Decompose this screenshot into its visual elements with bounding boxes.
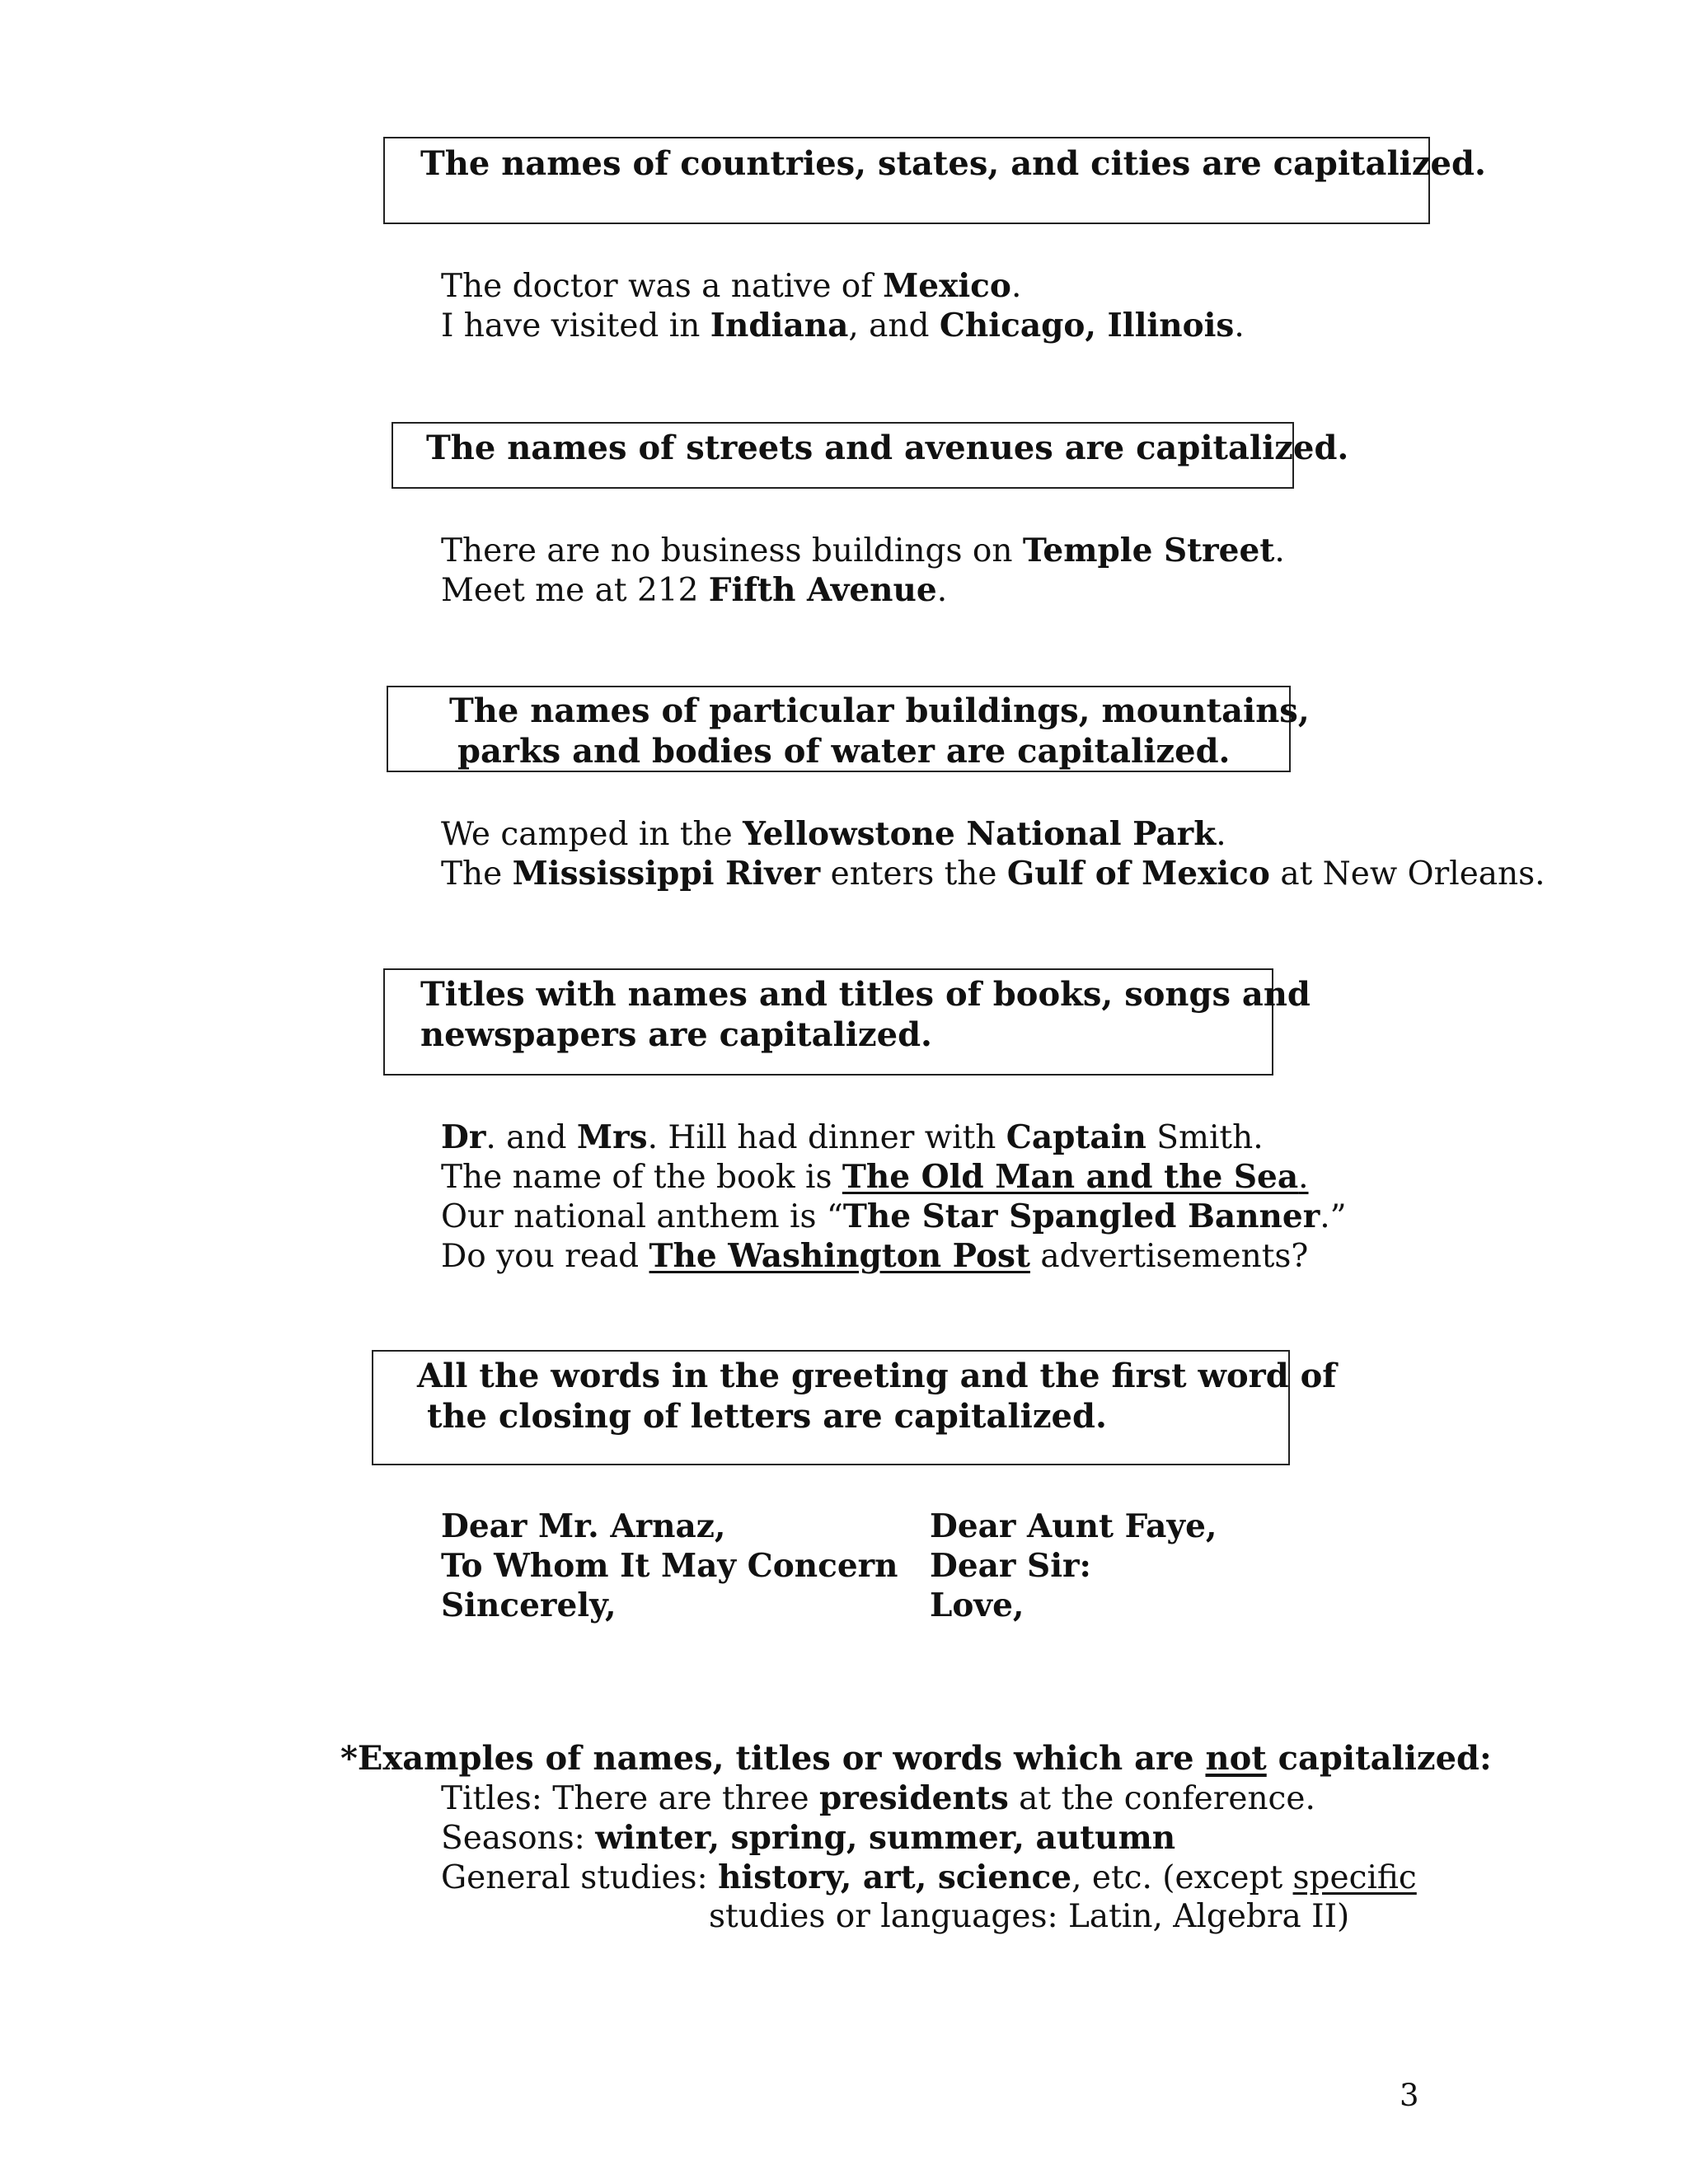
example-4-1 (441, 1118, 1264, 1158)
text-segment: The (441, 855, 513, 893)
example-4-4 (441, 1236, 1308, 1277)
text-segment: . (1234, 307, 1245, 344)
not-capitalized-line-4 (709, 1897, 1349, 1937)
text-segment: Smith. (1146, 1119, 1264, 1156)
text-segment: . and (485, 1119, 577, 1156)
text-segment: . (1298, 1159, 1309, 1196)
text-segment: enters the (820, 855, 1007, 893)
text-segment: General studies: (441, 1859, 719, 1896)
text-segment: Chicago, Illinois (939, 307, 1235, 344)
text-segment: Meet me at 212 (441, 572, 709, 609)
text-segment: Mrs (576, 1118, 648, 1156)
not-capitalized-line-2 (441, 1818, 1175, 1858)
text-segment: at the conference. (1008, 1780, 1315, 1817)
text-segment: , and (848, 307, 940, 344)
text-segment: The name of the book is (441, 1159, 842, 1196)
text-segment: I have visited in (441, 307, 710, 344)
text-segment: There are no business buildings on (441, 532, 1023, 569)
text-segment: studies or languages: Latin, Algebra II) (709, 1898, 1350, 1935)
letter-example-left-2: To Whom It May Concern (441, 1547, 898, 1585)
text-segment: Captain (1006, 1118, 1146, 1156)
text-segment: Temple Street (1022, 532, 1275, 569)
letter-example-right-1: Dear Aunt Faye, (930, 1507, 1217, 1545)
rule-2-line-1: The names of streets and avenues are capitalized. (426, 429, 1349, 467)
text-segment: Seasons: (441, 1820, 596, 1857)
text-segment: Gulf of Mexico (1006, 855, 1270, 893)
text-segment: Titles: There are three (441, 1780, 819, 1817)
text-segment: Mississippi River (512, 855, 821, 893)
text-segment: , etc. (except (1071, 1859, 1293, 1896)
text-segment: capitalized: (1266, 1739, 1492, 1778)
example-1-1 (441, 266, 1021, 307)
page-number: 3 (1400, 2078, 1419, 2113)
text-segment: . (1216, 816, 1226, 853)
text-segment: specific (1292, 1859, 1417, 1896)
text-segment: The Star Spangled Banner (842, 1197, 1320, 1235)
text-segment: . (1010, 268, 1022, 305)
text-segment: Indiana (710, 307, 849, 344)
rule-3-line-1: The names of particular buildings, mountains, (449, 691, 1310, 730)
text-segment: The Old Man and the Sea (842, 1158, 1299, 1196)
letter-example-right-3: Love, (930, 1586, 1025, 1624)
text-segment: Yellowstone National Park (743, 815, 1217, 853)
example-4-3 (441, 1197, 1347, 1237)
text-segment: Dr (441, 1118, 486, 1156)
rule-1-line-1: The names of countries, states, and cities are capitalized. (420, 144, 1486, 183)
text-segment: . (936, 572, 948, 609)
text-segment: Do you read (441, 1238, 649, 1275)
text-segment: not (1205, 1739, 1267, 1778)
not-capitalized-line-1 (441, 1779, 1315, 1819)
text-segment: *Examples of names, titles or words which are (340, 1739, 1206, 1778)
not-capitalized-line-3 (441, 1858, 1417, 1898)
example-2-1 (441, 531, 1285, 571)
text-segment: Mexico (883, 267, 1011, 305)
text-segment: The Washington Post (649, 1237, 1030, 1275)
example-3-1 (441, 814, 1226, 855)
rule-5-line-2: the closing of letters are capitalized. (427, 1397, 1107, 1436)
text-segment: Fifth Avenue (708, 571, 937, 609)
text-segment: presidents (818, 1779, 1009, 1817)
rule-5-line-1: All the words in the greeting and the first word of (417, 1357, 1337, 1395)
letter-example-left-1: Dear Mr. Arnaz, (441, 1507, 726, 1545)
text-segment: Our national anthem is “ (441, 1198, 843, 1235)
text-segment: We camped in the (441, 816, 743, 853)
not-capitalized-heading (340, 1739, 1492, 1779)
text-segment: advertisements? (1029, 1238, 1309, 1275)
text-segment: . (1274, 532, 1285, 569)
example-1-2 (441, 306, 1245, 346)
example-2-2 (441, 570, 947, 611)
letter-example-left-3: Sincerely, (441, 1586, 617, 1624)
text-segment: . Hill had dinner with (647, 1119, 1006, 1156)
text-segment: .” (1320, 1198, 1347, 1235)
rule-4-line-2: newspapers are capitalized. (420, 1015, 932, 1054)
rule-4-line-1: Titles with names and titles of books, songs and (420, 975, 1311, 1014)
text-segment: at New Orleans. (1269, 855, 1545, 893)
example-3-2 (441, 854, 1545, 894)
letter-example-right-2: Dear Sir: (930, 1547, 1091, 1585)
text-segment: The doctor was a native of (441, 268, 884, 305)
rule-3-line-2: parks and bodies of water are capitalized. (457, 732, 1231, 771)
example-4-2 (441, 1157, 1309, 1197)
text-segment: winter, spring, summer, autumn (595, 1819, 1176, 1857)
text-segment: history, art, science (718, 1858, 1072, 1896)
